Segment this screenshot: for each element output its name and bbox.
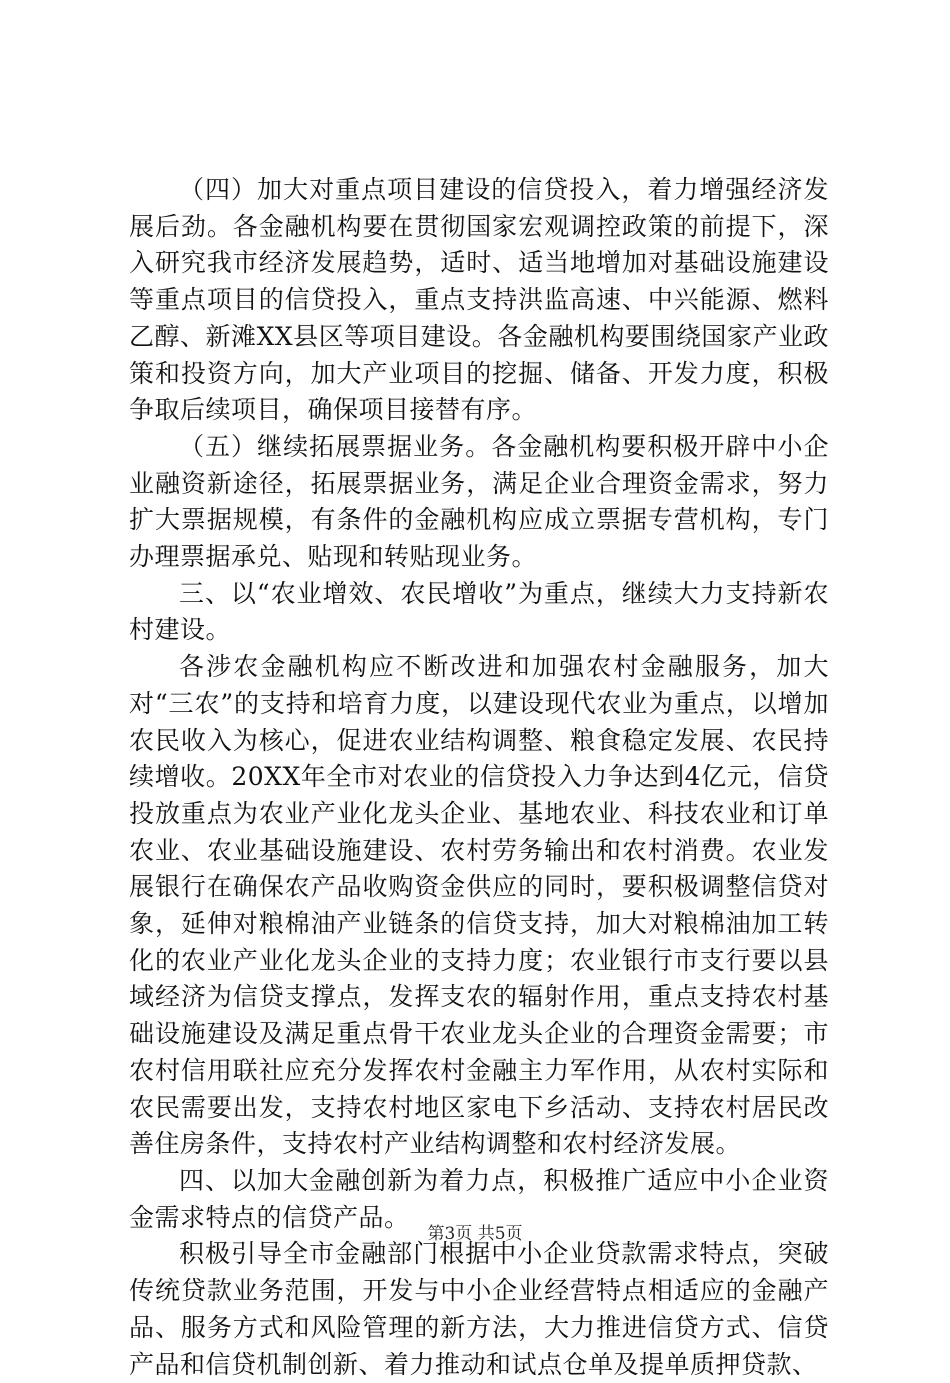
paragraph-innovation: 积极引导全市金融部门根据中小企业贷款需求特点，突破传统贷款业务范围，开发与中小企业经营特点相适应的金融产品、服务方式和风险管理的新方法，大力推进信贷方式、信贷产品和信贷机制创新、着力推动和试点仓单及提单质押贷款、 [129, 1239, 829, 1379]
page-number: 第3页 共5页 [427, 1224, 523, 1244]
heading-part-4: 四、以加大金融创新为着力点，积极推广适应中小企业资金需求特点的信贷产品。 [129, 1165, 829, 1232]
paragraph-section-5: （五）继续拓展票据业务。各金融机构要积极开辟中小企业融资新途径，拓展票据业务，满足企业合理资金需求，努力扩大票据规模，有条件的金融机构应成立票据专营机构，专门办理票据承兑、贴现和转贴现业务。 [129, 431, 829, 572]
paragraph-rural-finance: 各涉农金融机构应不断改进和加强农村金融服务，加大对“三农”的支持和培育力度，以建设现代农业为重点，以增加农民收入为核心，促进农业结构调整、粮食稳定发展、农民持续增收。20XX年全市对农业的信贷投入力争达到4亿元，信贷投放重点为农业产业化龙头企业、基地农业、科技农业和订单农业、农业基础设施建设、农村劳务输出和农村消费。农业发展银行在确保农产品收购资金供应的同时，要积极调整信贷对象，延伸对粮棉油产业链条的信贷支持，加大对粮棉油加工转化的农业产业化龙头企业的支持力度；农业银行市支行要以县域经济为信贷支撑点，发挥支农的辐射作用，重点支持农村基础设施建设及满足重点骨干农业龙头企业的合理资金需要；市农村信用联社应充分发挥农村金融主力军作用，从农村实际和农民需要出发，支持农村地区家电下乡活动、支持农村居民改善住房条件，支持农村产业结构调整和农村经济发展。 [129, 652, 829, 1159]
paragraph-section-4: （四）加大对重点项目建设的信贷投入，着力增强经济发展后劲。各金融机构要在贯彻国家宏观调控政策的前提下，深入研究我市经济发展趋势，适时、适当地增加对基础设施建设等重点项目的信贷投入，重点支持洪监高速、中兴能源、燃料乙醇、新滩XX县区等项目建设。各金融机构要围绕国家产业政策和投资方向，加大产业项目的挖掘、储备、开发力度，积极争取后续项目，确保项目接替有序。 [129, 175, 829, 425]
heading-part-3: 三、以“农业增效、农民增收”为重点，继续大力支持新农村建设。 [129, 578, 829, 645]
document-body [129, 172, 829, 1383]
